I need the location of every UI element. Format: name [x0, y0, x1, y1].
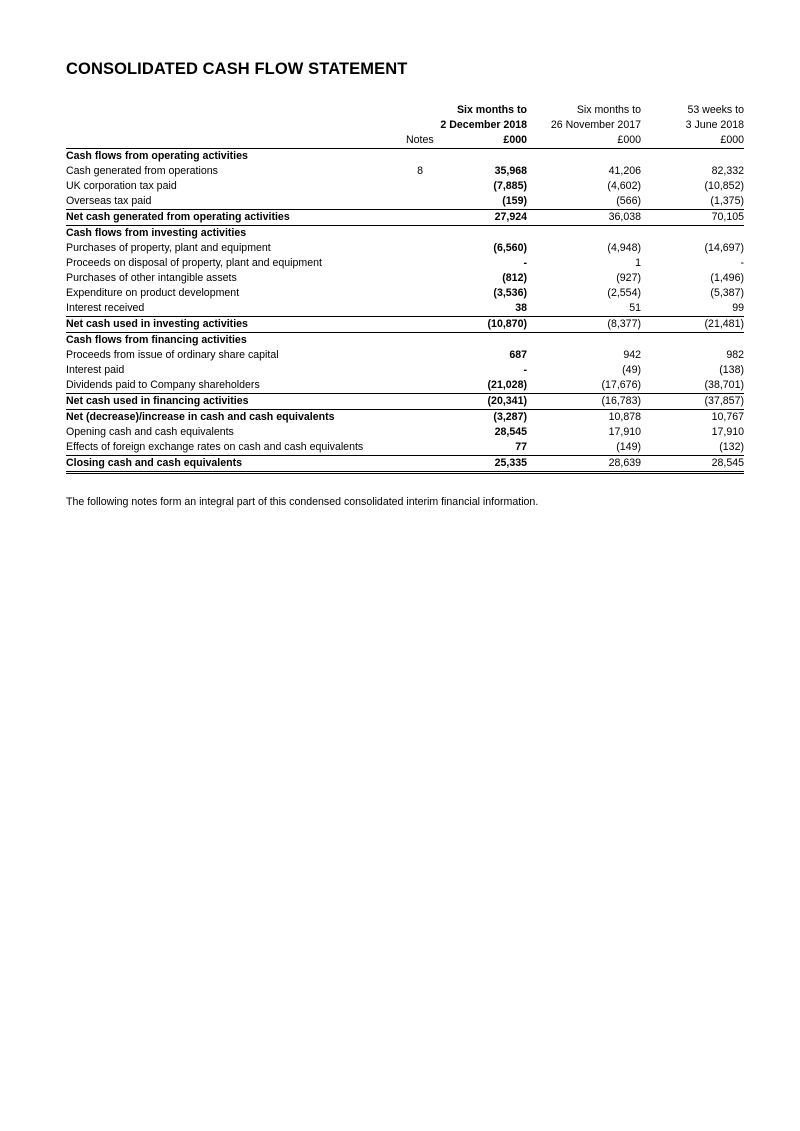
row-label: Interest paid: [66, 364, 125, 376]
row-label: Proceeds on disposal of property, plant and equipment: [66, 257, 322, 269]
table-row: Proceeds from issue of ordinary share capital 687 942 982: [66, 349, 744, 361]
table-row: Cash generated from operations 8 35,968 41,206 82,332: [66, 165, 744, 177]
subtotal-row: Net cash used in investing activities (10,870) (8,377) (21,481): [66, 317, 744, 333]
table-row: Effects of foreign exchange rates on cash and cash equivalents 77 (149) (132): [66, 440, 744, 456]
row-label: Cash flows from operating activities: [66, 150, 248, 162]
row-label: Cash generated from operations: [66, 165, 218, 177]
row-label: Net cash used in investing activities: [66, 317, 406, 333]
header-notes: Notes: [406, 133, 423, 149]
header-blank: [66, 103, 406, 118]
table-row: Purchases of other intangible assets (812) (927) (1,496): [66, 272, 744, 284]
section-heading-financing: [66, 333, 744, 349]
header-current-unit: £000: [423, 133, 527, 149]
row-label: Expenditure on product development: [66, 287, 240, 299]
row-label: Opening cash and cash equivalents: [66, 426, 234, 438]
row-label: Net cash used in financing activities: [66, 394, 406, 410]
table-row: Opening cash and cash equivalents 28,545 17,910 17,910: [66, 426, 744, 438]
header-current-period: Six months to: [456, 104, 527, 116]
header-prior-date: 26 November 2017: [550, 119, 641, 131]
table-row: Expenditure on product development (3,536) (2,554) (5,387): [66, 287, 744, 299]
header-prior-period: Six months to: [576, 104, 641, 116]
row-label: Closing cash and cash equivalents: [66, 456, 406, 473]
header-full-year-date: 3 June 2018: [685, 119, 744, 131]
note-reference: 8: [417, 165, 423, 177]
subtotal-row: Net cash used in financing activities (20,341) (16,783) (37,857): [66, 394, 744, 410]
row-label: Net cash generated from operating activities: [66, 210, 406, 226]
table-row: Interest paid - (49) (138): [66, 364, 744, 376]
table-row: Proceeds on disposal of property, plant and equipment - 1 -: [66, 257, 744, 269]
table-row: Purchases of property, plant and equipment (6,560) (4,948) (14,697): [66, 242, 744, 254]
row-label: Purchases of property, plant and equipment: [66, 242, 271, 254]
header-row: [66, 118, 744, 133]
header-full-year-unit: £000: [641, 133, 744, 149]
row-label: UK corporation tax paid: [66, 180, 177, 192]
subtotal-row: Net (decrease)/increase in cash and cash equivalents (3,287) 10,878 10,767: [66, 411, 744, 423]
row-label: Proceeds from issue of ordinary share capital: [66, 349, 279, 361]
row-label: Effects of foreign exchange rates on cash and cash equivalents: [66, 441, 364, 453]
row-label: Cash flows from investing activities: [66, 227, 247, 239]
row-label: Purchases of other intangible assets: [66, 272, 237, 284]
row-label: Dividends paid to Company shareholders: [66, 379, 260, 391]
cash-flow-table: [66, 103, 744, 474]
row-label: Interest received: [66, 302, 145, 314]
row-label: Overseas tax paid: [66, 195, 152, 207]
table-row: Interest received 38 51 99: [66, 301, 744, 317]
header-row: [66, 103, 744, 118]
header-full-year: 53 weeks to: [687, 104, 744, 116]
column-headers: [66, 103, 744, 149]
section-heading-operating: [66, 149, 744, 165]
subtotal-row: Net cash generated from operating activities 27,924 36,038 70,105: [66, 210, 744, 226]
row-label: Net (decrease)/increase in cash and cash equivalents: [66, 411, 335, 423]
cash-flow-body: [66, 149, 744, 473]
header-row: [66, 133, 744, 149]
header-prior-unit: £000: [527, 133, 641, 149]
row-label: Cash flows from financing activities: [66, 334, 247, 346]
table-row: UK corporation tax paid (7,885) (4,602) (10,852): [66, 180, 744, 192]
footnote: The following notes form an integral part of this condensed consolidated interim financial information.: [66, 496, 539, 508]
header-current-date: 2 December 2018: [440, 119, 527, 131]
section-heading-investing: [66, 226, 744, 242]
statement-title: CONSOLIDATED CASH FLOW STATEMENT: [66, 60, 408, 78]
table-row: Dividends paid to Company shareholders (21,028) (17,676) (38,701): [66, 378, 744, 394]
table-row: Overseas tax paid (159) (566) (1,375): [66, 194, 744, 210]
total-row: Closing cash and cash equivalents 25,335 28,639 28,545: [66, 456, 744, 473]
